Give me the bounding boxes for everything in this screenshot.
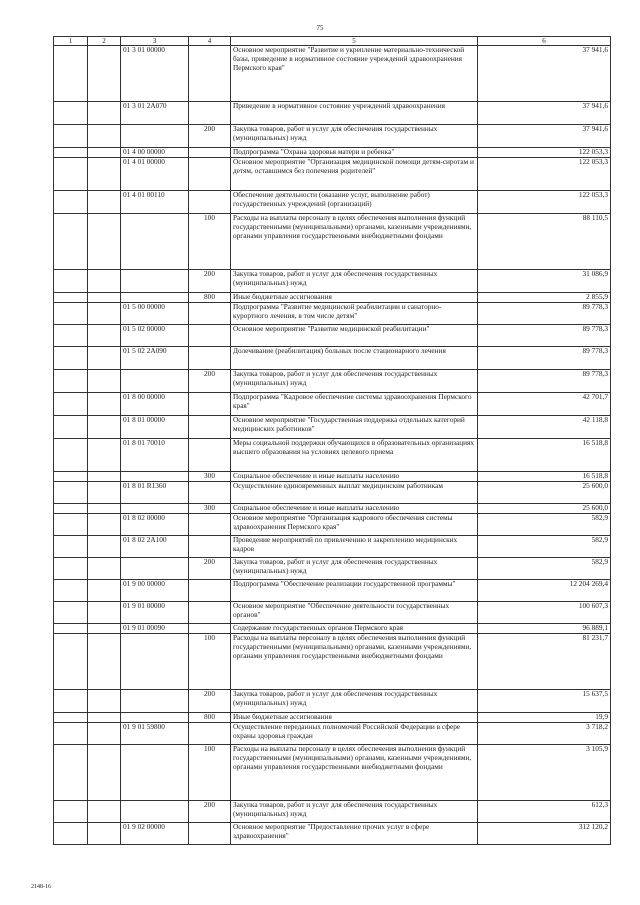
item-description: Закупка товаров, работ и услуг для обеспечения государственных (муниципальных) нужд xyxy=(231,270,478,293)
cell-col1 xyxy=(54,801,88,823)
expense-type-code xyxy=(189,325,231,347)
amount: 89 778,3 xyxy=(478,325,611,347)
item-description: Закупка товаров, работ и услуг для обеспечения государственных (муниципальных) нужд xyxy=(231,690,478,713)
expense-type-code: 200 xyxy=(189,370,231,393)
cell-col2 xyxy=(88,214,121,270)
target-article-code: 01 4 01 00110 xyxy=(121,191,189,214)
amount: 312 120,2 xyxy=(478,823,611,845)
amount: 42 701,7 xyxy=(478,393,611,416)
cell-col1 xyxy=(54,602,88,624)
cell-col1 xyxy=(54,482,88,504)
amount: 582,9 xyxy=(478,514,611,536)
expense-type-code xyxy=(189,46,231,102)
target-article-code: 01 4 01 00000 xyxy=(121,158,189,191)
expense-type-code xyxy=(189,536,231,558)
item-description: Обеспечение деятельности (оказание услуг, выполнение работ) государственных учреждений (организаций) xyxy=(231,191,478,214)
expense-type-code: 100 xyxy=(189,214,231,270)
item-description: Основное мероприятие "Обеспечение деятельности государственных органов" xyxy=(231,602,478,624)
expense-type-code xyxy=(189,393,231,416)
table-row xyxy=(54,393,611,416)
column-header: 1 xyxy=(54,37,88,46)
target-article-code: 01 8 02 00000 xyxy=(121,514,189,536)
table-row xyxy=(54,148,611,158)
amount: 31 086,9 xyxy=(478,270,611,293)
amount: 122 053,3 xyxy=(478,191,611,214)
table-row xyxy=(54,347,611,370)
cell-col1 xyxy=(54,558,88,580)
cell-col1 xyxy=(54,214,88,270)
table-row xyxy=(54,46,611,102)
table-row xyxy=(54,580,611,602)
cell-col2 xyxy=(88,723,121,745)
target-article-code xyxy=(121,504,189,514)
expense-type-code: 300 xyxy=(189,472,231,482)
cell-col1 xyxy=(54,580,88,602)
item-description: Социальное обеспечение и иные выплаты населению xyxy=(231,472,478,482)
item-description: Социальное обеспечение и иные выплаты населению xyxy=(231,504,478,514)
cell-col2 xyxy=(88,148,121,158)
table-row xyxy=(54,713,611,723)
cell-col1 xyxy=(54,303,88,325)
cell-col2 xyxy=(88,303,121,325)
item-description: Закупка товаров, работ и услуг для обеспечения государственных (муниципальных) нужд xyxy=(231,370,478,393)
column-header: 3 xyxy=(121,37,189,46)
column-header: 5 xyxy=(231,37,478,46)
amount: 15 637,5 xyxy=(478,690,611,713)
table-row xyxy=(54,270,611,293)
table-row xyxy=(54,102,611,125)
column-header: 4 xyxy=(189,37,231,46)
cell-col2 xyxy=(88,558,121,580)
item-description: Основное мероприятие "Организация медицинской помощи детям-сиротам и детям, оставшимся без попечения родителей" xyxy=(231,158,478,191)
cell-col1 xyxy=(54,690,88,713)
item-description: Осуществление переданных полномочий Российской Федерации в сфере охраны здоровья граждан xyxy=(231,723,478,745)
target-article-code xyxy=(121,745,189,801)
cell-col1 xyxy=(54,370,88,393)
expense-type-code: 100 xyxy=(189,745,231,801)
target-article-code xyxy=(121,370,189,393)
amount: 37 941,6 xyxy=(478,125,611,148)
amount: 19,9 xyxy=(478,713,611,723)
table-row xyxy=(54,536,611,558)
amount: 89 778,3 xyxy=(478,347,611,370)
expense-type-code xyxy=(189,580,231,602)
expense-type-code xyxy=(189,602,231,624)
cell-col1 xyxy=(54,713,88,723)
column-number-row xyxy=(54,37,611,46)
item-description: Иные бюджетные ассигнования xyxy=(231,293,478,303)
item-description: Содержание государственных органов Пермского края xyxy=(231,624,478,634)
expense-type-code xyxy=(189,823,231,845)
cell-col1 xyxy=(54,270,88,293)
cell-col1 xyxy=(54,624,88,634)
amount: 2 855,9 xyxy=(478,293,611,303)
target-article-code: 01 5 02 2А090 xyxy=(121,347,189,370)
amount: 88 110,5 xyxy=(478,214,611,270)
cell-col1 xyxy=(54,823,88,845)
cell-col2 xyxy=(88,439,121,472)
table-row xyxy=(54,125,611,148)
item-description: Приведение в нормативное состояние учреждений здравоохранения xyxy=(231,102,478,125)
cell-col2 xyxy=(88,270,121,293)
expense-type-code xyxy=(189,148,231,158)
expense-type-code: 200 xyxy=(189,558,231,580)
target-article-code xyxy=(121,472,189,482)
target-article-code xyxy=(121,713,189,723)
amount: 582,9 xyxy=(478,536,611,558)
item-description: Основное мероприятие "Государственная поддержка отдельных категорий медицинских работников" xyxy=(231,416,478,439)
cell-col1 xyxy=(54,158,88,191)
item-description: Иные бюджетные ассигнования xyxy=(231,713,478,723)
cell-col1 xyxy=(54,125,88,148)
amount: 25 600,0 xyxy=(478,482,611,504)
page-number: 75 xyxy=(316,24,324,32)
target-article-code: 01 4 00 00000 xyxy=(121,148,189,158)
amount: 3 105,9 xyxy=(478,745,611,801)
item-description: Расходы на выплаты персоналу в целях обеспечения выполнения функций государственными (муниципальными) органами, казенными учреждениями, органами управления государственными внебюджетными фондами xyxy=(231,745,478,801)
amount: 89 778,3 xyxy=(478,370,611,393)
cell-col2 xyxy=(88,347,121,370)
cell-col1 xyxy=(54,504,88,514)
item-description: Закупка товаров, работ и услуг для обеспечения государственных (муниципальных) нужд xyxy=(231,801,478,823)
amount: 122 053,3 xyxy=(478,158,611,191)
cell-col2 xyxy=(88,416,121,439)
cell-col2 xyxy=(88,745,121,801)
item-description: Основное мероприятие "Организация кадрового обеспечения системы здравоохранения Пермского края" xyxy=(231,514,478,536)
cell-col1 xyxy=(54,393,88,416)
table-row xyxy=(54,504,611,514)
expense-type-code: 800 xyxy=(189,713,231,723)
cell-col1 xyxy=(54,514,88,536)
table-row xyxy=(54,482,611,504)
expense-type-code xyxy=(189,723,231,745)
amount: 12 204 269,4 xyxy=(478,580,611,602)
cell-col1 xyxy=(54,439,88,472)
cell-col2 xyxy=(88,580,121,602)
table-row xyxy=(54,303,611,325)
cell-col1 xyxy=(54,293,88,303)
amount: 612,3 xyxy=(478,801,611,823)
cell-col1 xyxy=(54,46,88,102)
table-row xyxy=(54,602,611,624)
table-row xyxy=(54,370,611,393)
item-description: Подпрограмма "Развитие медицинской реабилитации и санаторно-курортного лечения, в том числе детям" xyxy=(231,303,478,325)
cell-col2 xyxy=(88,634,121,690)
expense-type-code xyxy=(189,514,231,536)
target-article-code xyxy=(121,801,189,823)
table-row xyxy=(54,293,611,303)
target-article-code: 01 5 00 00000 xyxy=(121,303,189,325)
table-row xyxy=(54,514,611,536)
expense-type-code xyxy=(189,624,231,634)
target-article-code: 01 9 01 59800 xyxy=(121,723,189,745)
cell-col1 xyxy=(54,536,88,558)
cell-col2 xyxy=(88,293,121,303)
amount: 42 118,8 xyxy=(478,416,611,439)
cell-col2 xyxy=(88,472,121,482)
footer-document-code: 2148-16 xyxy=(31,884,51,890)
item-description: Расходы на выплаты персоналу в целях обеспечения выполнения функций государственными (муниципальными) органами, казенными учреждениями, органами управления государственными внебюджетными фондами xyxy=(231,634,478,690)
cell-col1 xyxy=(54,191,88,214)
target-article-code: 01 8 00 00000 xyxy=(121,393,189,416)
amount: 81 231,7 xyxy=(478,634,611,690)
item-description: Проведение мероприятий по привлечению и закреплению медицинских кадров xyxy=(231,536,478,558)
amount: 25 600,0 xyxy=(478,504,611,514)
target-article-code: 01 8 01 R1360 xyxy=(121,482,189,504)
target-article-code xyxy=(121,293,189,303)
cell-col1 xyxy=(54,472,88,482)
amount: 96 889,1 xyxy=(478,624,611,634)
amount: 37 941,6 xyxy=(478,46,611,102)
expense-type-code: 800 xyxy=(189,293,231,303)
cell-col2 xyxy=(88,624,121,634)
item-description: Основное мероприятие "Развитие медицинской реабилитации" xyxy=(231,325,478,347)
expense-type-code xyxy=(189,303,231,325)
table-row xyxy=(54,723,611,745)
cell-col2 xyxy=(88,46,121,102)
expense-type-code: 200 xyxy=(189,801,231,823)
target-article-code: 01 8 01 70010 xyxy=(121,439,189,472)
table-row xyxy=(54,439,611,472)
cell-col1 xyxy=(54,102,88,125)
target-article-code xyxy=(121,270,189,293)
cell-col2 xyxy=(88,602,121,624)
cell-col1 xyxy=(54,745,88,801)
target-article-code xyxy=(121,558,189,580)
amount: 122 053,3 xyxy=(478,148,611,158)
cell-col2 xyxy=(88,370,121,393)
cell-col2 xyxy=(88,504,121,514)
item-description: Основное мероприятие "Предоставление прочих услуг в сфере здравоохранения" xyxy=(231,823,478,845)
item-description: Основное мероприятие "Развитие и укрепление материально-технической базы, приведение в нормативное состояние учреждений здравоохранения Пермского края" xyxy=(231,46,478,102)
cell-col2 xyxy=(88,690,121,713)
expense-type-code xyxy=(189,191,231,214)
cell-col1 xyxy=(54,148,88,158)
table-row xyxy=(54,472,611,482)
expense-type-code: 200 xyxy=(189,125,231,148)
table-row xyxy=(54,801,611,823)
item-description: Подпрограмма "Обеспечение реализации государственной программы" xyxy=(231,580,478,602)
expense-type-code xyxy=(189,347,231,370)
target-article-code xyxy=(121,125,189,148)
table-row xyxy=(54,745,611,801)
cell-col1 xyxy=(54,325,88,347)
target-article-code: 01 8 01 00000 xyxy=(121,416,189,439)
table-row xyxy=(54,624,611,634)
table-row xyxy=(54,823,611,845)
column-header: 6 xyxy=(478,37,611,46)
target-article-code xyxy=(121,690,189,713)
table-row xyxy=(54,690,611,713)
amount: 3 718,2 xyxy=(478,723,611,745)
table-row xyxy=(54,214,611,270)
expense-type-code xyxy=(189,416,231,439)
target-article-code xyxy=(121,634,189,690)
item-description: Закупка товаров, работ и услуг для обеспечения государственных (муниципальных) нужд xyxy=(231,125,478,148)
cell-col2 xyxy=(88,393,121,416)
table-row xyxy=(54,558,611,580)
item-description: Закупка товаров, работ и услуг для обеспечения государственных (муниципальных) нужд xyxy=(231,558,478,580)
target-article-code: 01 9 01 00090 xyxy=(121,624,189,634)
item-description: Расходы на выплаты персоналу в целях обеспечения выполнения функций государственными (муниципальными) органами, казенными учреждениями, органами управления государственными внебюджетными фондами xyxy=(231,214,478,270)
cell-col2 xyxy=(88,482,121,504)
cell-col1 xyxy=(54,723,88,745)
cell-col1 xyxy=(54,347,88,370)
cell-col2 xyxy=(88,514,121,536)
expense-type-code xyxy=(189,439,231,472)
amount: 100 607,3 xyxy=(478,602,611,624)
cell-col2 xyxy=(88,801,121,823)
table-row xyxy=(54,325,611,347)
target-article-code: 01 9 00 00000 xyxy=(121,580,189,602)
amount: 89 778,3 xyxy=(478,303,611,325)
cell-col2 xyxy=(88,823,121,845)
table-row xyxy=(54,634,611,690)
item-description: Меры социальной поддержки обучающихся в образовательных организациях высшего образования на условиях целевого приема xyxy=(231,439,478,472)
cell-col2 xyxy=(88,713,121,723)
amount: 37 941,6 xyxy=(478,102,611,125)
item-description: Подпрограмма "Кадровое обеспечение системы здравоохранения Пермского края" xyxy=(231,393,478,416)
cell-col2 xyxy=(88,191,121,214)
budget-table xyxy=(53,36,611,845)
amount: 16 518,8 xyxy=(478,472,611,482)
cell-col2 xyxy=(88,102,121,125)
item-description: Долечивание (реабилитация) больных после стационарного лечения xyxy=(231,347,478,370)
target-article-code: 01 3 01 2А070 xyxy=(121,102,189,125)
cell-col2 xyxy=(88,325,121,347)
target-article-code: 01 3 01 00000 xyxy=(121,46,189,102)
expense-type-code: 100 xyxy=(189,634,231,690)
amount: 16 518,8 xyxy=(478,439,611,472)
expense-type-code xyxy=(189,102,231,125)
target-article-code: 01 5 02 00000 xyxy=(121,325,189,347)
expense-type-code xyxy=(189,158,231,191)
cell-col2 xyxy=(88,536,121,558)
cell-col2 xyxy=(88,125,121,148)
cell-col2 xyxy=(88,158,121,191)
expense-type-code xyxy=(189,482,231,504)
amount: 582,9 xyxy=(478,558,611,580)
target-article-code: 01 8 02 2А100 xyxy=(121,536,189,558)
expense-type-code: 200 xyxy=(189,270,231,293)
cell-col1 xyxy=(54,634,88,690)
table-row xyxy=(54,416,611,439)
item-description: Осуществление единовременных выплат медицинским работникам xyxy=(231,482,478,504)
target-article-code: 01 9 01 00000 xyxy=(121,602,189,624)
cell-col1 xyxy=(54,416,88,439)
table-row xyxy=(54,191,611,214)
expense-type-code: 200 xyxy=(189,690,231,713)
table-row xyxy=(54,158,611,191)
item-description: Подпрограмма "Охрана здоровья матери и ребенка" xyxy=(231,148,478,158)
target-article-code: 01 9 02 00000 xyxy=(121,823,189,845)
column-header: 2 xyxy=(88,37,121,46)
target-article-code xyxy=(121,214,189,270)
expense-type-code: 300 xyxy=(189,504,231,514)
